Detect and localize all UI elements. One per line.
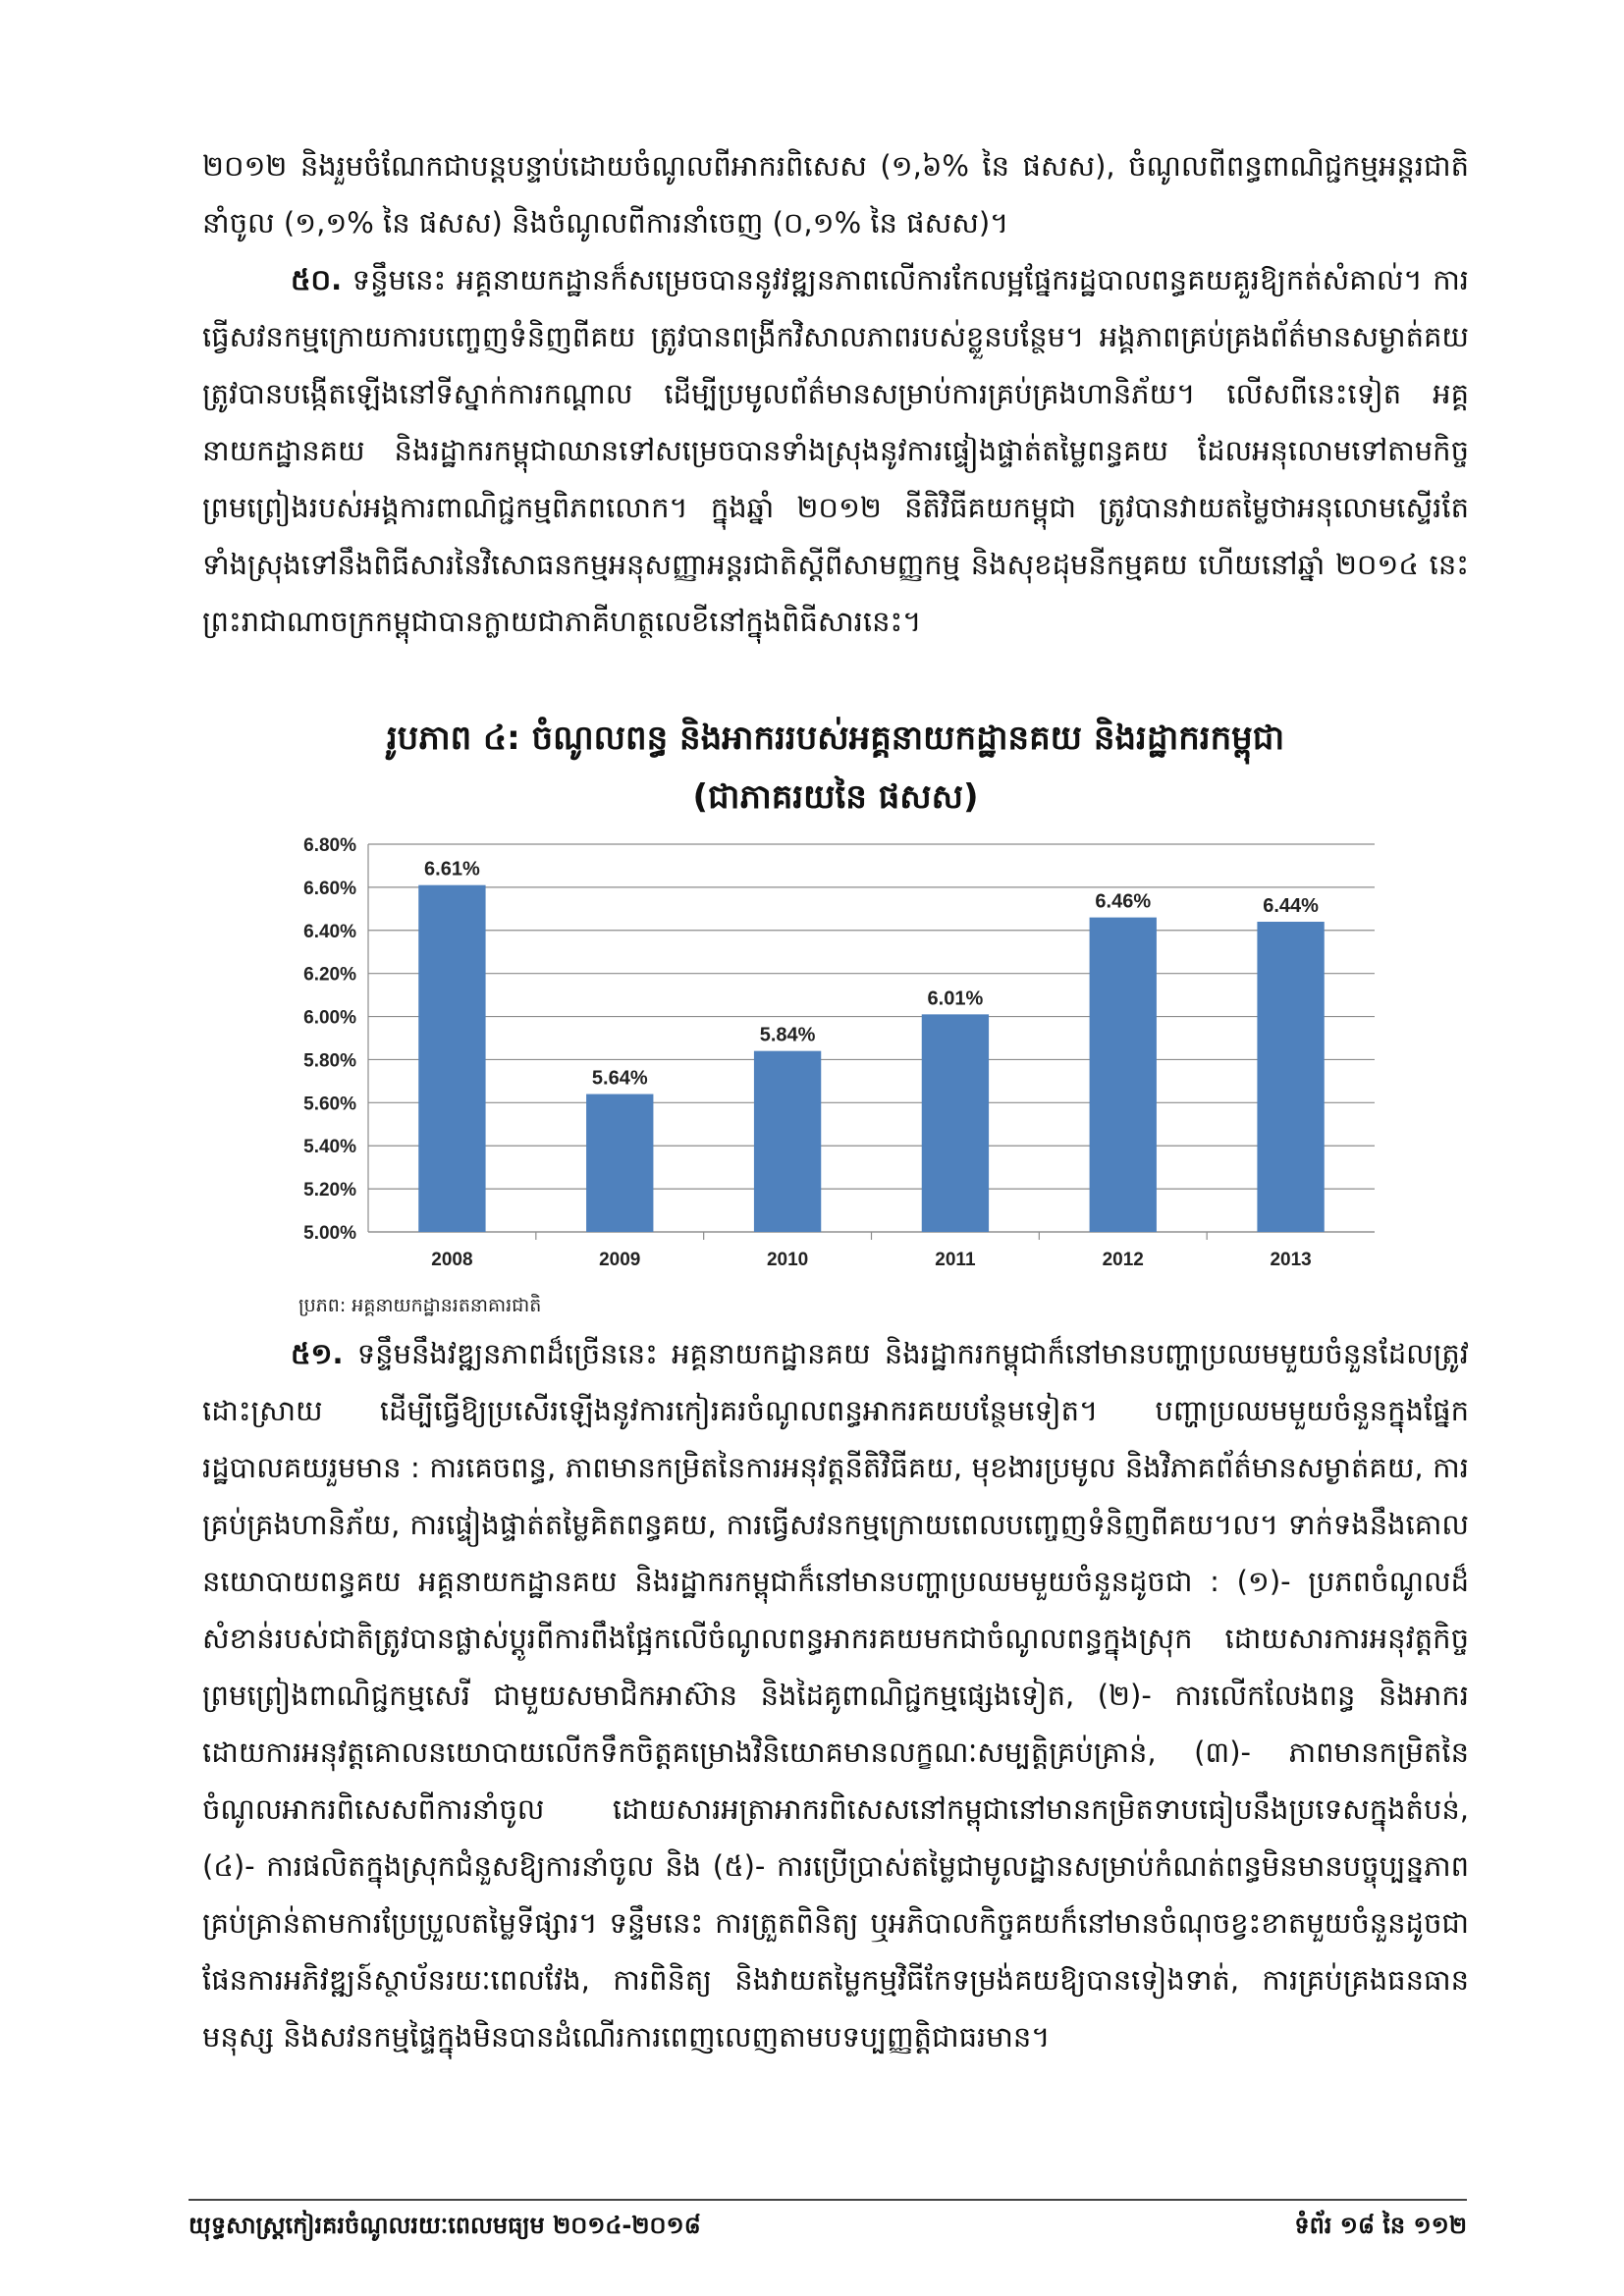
- paragraph-continuation: [202, 137, 1469, 251]
- x-tick-label: 2011: [935, 1250, 976, 1270]
- data-label: 6.46%: [1095, 890, 1152, 913]
- y-tick-label: 5.60%: [303, 1094, 356, 1115]
- data-label: 6.61%: [424, 858, 480, 881]
- paragraph-text: ទន្ទឹមនឹងវឌ្ឍនភាពដ៏ច្រើននេះ អគ្គនាយកដ្ឋានគយ និងរដ្ឋាករកម្ពុជាក៏នៅមានបញ្ហាប្រឈមមួយចំនួនដែលត្រូវដោះស្រាយ ដើម្បីធ្វើឱ្យប្រសើរឡើងនូវការកៀរគរចំណូលពន្ធអាករគយបន្ថែមទៀត។ បញ្ហាប្រឈមមួយចំនួនក្នុងផ្នែករដ្ឋបាលគយរួមមាន : ការគេចពន្ធ, ភាពមានកម្រិតនៃការអនុវត្តនីតិវិធីគយ, មុខងារប្រមូល និងវិភាគព័ត៌មានសម្ងាត់គយ, ការគ្រប់គ្រងហានិភ័យ, ការផ្ទៀងផ្ទាត់តម្លៃគិតពន្ធគយ, ការធ្វើសវនកម្មក្រោយពេលបញ្ចេញទំនិញពីគយ។ល។ ទាក់ទងនឹងគោលនយោបាយពន្ធគយ អគ្គនាយកដ្ឋានគយ និងរដ្ឋាករកម្ពុជាក៏នៅមានបញ្ហាប្រឈមមួយចំនួនដូចជា : (១)- ប្រភពចំណូលដ៏សំខាន់របស់ជាតិត្រូវបានផ្លាស់ប្តូរពីការពឹងផ្អែកលើចំណូលពន្ធអាករគយមកជាចំណូលពន្ធក្នុងស្រុក ដោយសារការអនុវត្តកិច្ចព្រមព្រៀងពាណិជ្ជកម្មសេរី ជាមួយសមាជិកអាស៊ាន និងដៃគូពាណិជ្ជកម្មផ្សេងទៀត, (២)- ការលើកលែងពន្ធ និងអាករ ដោយការអនុវត្តគោលនយោបាយលើកទឹកចិត្តគម្រោងវិនិយោគមានលក្ខណៈសម្បត្តិគ្រប់គ្រាន់, (៣)- ភាពមានកម្រិតនៃចំណូលអាករពិសេសពីការនាំចូល ដោយសារអត្រាអាករពិសេសនៅកម្ពុជានៅមានកម្រិតទាបធៀបនឹងប្រទេសក្នុងតំបន់, (៤)- ការផលិតក្នុងស្រុកជំនួសឱ្យការនាំចូល និង (៥)- ការប្រើប្រាស់តម្លៃជាមូលដ្ឋានសម្រាប់កំណត់ពន្ធមិនមានបច្ចុប្បន្នភាពគ្រប់គ្រាន់តាមការប្រែប្រួលតម្លៃទីផ្សារ។ ទន្ទឹមនេះ ការត្រួតពិនិត្យ ឬអភិបាលកិច្ចគយក៏នៅមានចំណុចខ្វះខាតមួយចំនួនដូចជា ផែនការអភិវឌ្ឍន៍ស្ថាប័នរយៈពេលវែង, ការពិនិត្យ និងវាយតម្លៃកម្មវិធីកែទម្រង់គយឱ្យបានទៀងទាត់, ការគ្រប់គ្រងធនធានមនុស្ស និងសវនកម្មផ្ទៃក្នុងមិនបានដំណើរការពេញលេញតាមបទប្បញ្ញត្តិជាធរមាន។: [202, 1337, 1469, 2054]
- paragraph-50: [202, 251, 1469, 650]
- footer-document-title: យុទ្ធសាស្ត្រកៀរគរចំណូលរយៈពេលមធ្យម ២០១៤-២០១៨: [189, 2212, 701, 2239]
- data-label: 6.01%: [927, 988, 984, 1010]
- figure-title: រូបភាព ៤: ចំណូលពន្ធ និងអាកររបស់អគ្គនាយកដ្ឋានគយ និងរដ្ឋាករកម្ពុជា: [386, 719, 1285, 758]
- x-tick-label: 2010: [766, 1250, 809, 1270]
- footer-divider: [189, 2199, 1467, 2201]
- footer-page-number: ទំព័រ ១៨ នៃ ១១២: [1294, 2212, 1467, 2239]
- y-tick-label: 5.00%: [303, 1223, 356, 1244]
- bar: [586, 1095, 653, 1232]
- x-tick-label: 2013: [1270, 1250, 1312, 1270]
- y-tick-label: 6.00%: [303, 1007, 356, 1029]
- bar: [754, 1051, 821, 1232]
- paragraph-text: ទន្ទឹមនេះ អគ្គនាយកដ្ឋានក៏សម្រេចបាននូវវឌ្ឍនភាពលើការកែលម្អផ្នែករដ្ឋបាលពន្ធគយគួរឱ្យកត់សំគាល់។ ការធ្វើសវនកម្មក្រោយការបញ្ចេញទំនិញពីគយ ត្រូវបានពង្រីកវិសាលភាពរបស់ខ្លួនបន្ថែម។ អង្គភាពគ្រប់គ្រងព័ត៌មានសម្ងាត់គយត្រូវបានបង្កើតឡើងនៅទីស្នាក់ការកណ្តាល ដើម្បីប្រមូលព័ត៌មានសម្រាប់ការគ្រប់គ្រងហានិភ័យ។ លើសពីនេះទៀត អគ្គនាយកដ្ឋានគយ និងរដ្ឋាករកម្ពុជាឈានទៅសម្រេចបានទាំងស្រុងនូវការផ្ទៀងផ្ទាត់តម្លៃពន្ធគយ ដែលអនុលោមទៅតាមកិច្ចព្រមព្រៀងរបស់អង្គការពាណិជ្ជកម្មពិភពលោក។ ក្នុងឆ្នាំ ២០១២ នីតិវិធីគយកម្ពុជា ត្រូវបានវាយតម្លៃថាអនុលោមស្ទើរតែទាំងស្រុងទៅនឹងពិធីសារនៃវិសោធនកម្មអនុសញ្ញាអន្តរជាតិស្តីពីសាមញ្ញកម្ម និងសុខដុមនីកម្មគយ ហើយនៅឆ្នាំ ២០១៤ នេះ ព្រះរាជាណាចក្រកម្ពុជាបានក្លាយជាភាគីហត្ថលេខីនៅក្នុងពិធីសារនេះ។: [202, 263, 1470, 638]
- y-tick-label: 6.60%: [303, 878, 356, 899]
- y-tick-label: 6.40%: [303, 921, 356, 942]
- figure-subtitle: (ជាភាគរយនៃ ផសស): [692, 777, 979, 817]
- data-label: 6.44%: [1263, 895, 1319, 917]
- y-tick-label: 5.80%: [303, 1050, 356, 1072]
- data-label: 5.64%: [591, 1067, 648, 1090]
- figure-source: ប្រភព: អគ្គនាយកដ្ឋានរតនាគារជាតិ: [298, 1295, 542, 1316]
- bar-chart: [275, 815, 1404, 1286]
- bar: [418, 885, 485, 1232]
- paragraph-number: ៥១.: [291, 1337, 344, 1370]
- paragraph-51: [202, 1325, 1469, 2065]
- x-tick-label: 2009: [599, 1250, 641, 1270]
- x-tick-label: 2012: [1102, 1250, 1144, 1270]
- y-tick-label: 6.20%: [303, 964, 356, 986]
- y-tick-label: 6.80%: [303, 835, 356, 856]
- y-tick-label: 5.40%: [303, 1137, 356, 1158]
- bar: [922, 1014, 989, 1232]
- paragraph-number: ៥០.: [291, 263, 343, 296]
- data-label: 5.84%: [759, 1024, 816, 1046]
- bar-chart-svg: [275, 815, 1404, 1286]
- paragraph-text: ២០១២ និងរួមចំណែកជាបន្តបន្ទាប់ដោយចំណូលពីអាករពិសេស (១,៦% នៃ ផសស), ចំណូលពីពន្ធពាណិជ្ជកម្មអន្តរជាតិនាំចូល (១,១% នៃ ផសស) និងចំណូលពីការនាំចេញ (០,១% នៃ ផសស)។: [202, 149, 1469, 240]
- bar: [1090, 918, 1157, 1232]
- x-tick-label: 2008: [431, 1250, 473, 1270]
- bar: [1257, 922, 1324, 1232]
- y-tick-label: 5.20%: [303, 1180, 356, 1201]
